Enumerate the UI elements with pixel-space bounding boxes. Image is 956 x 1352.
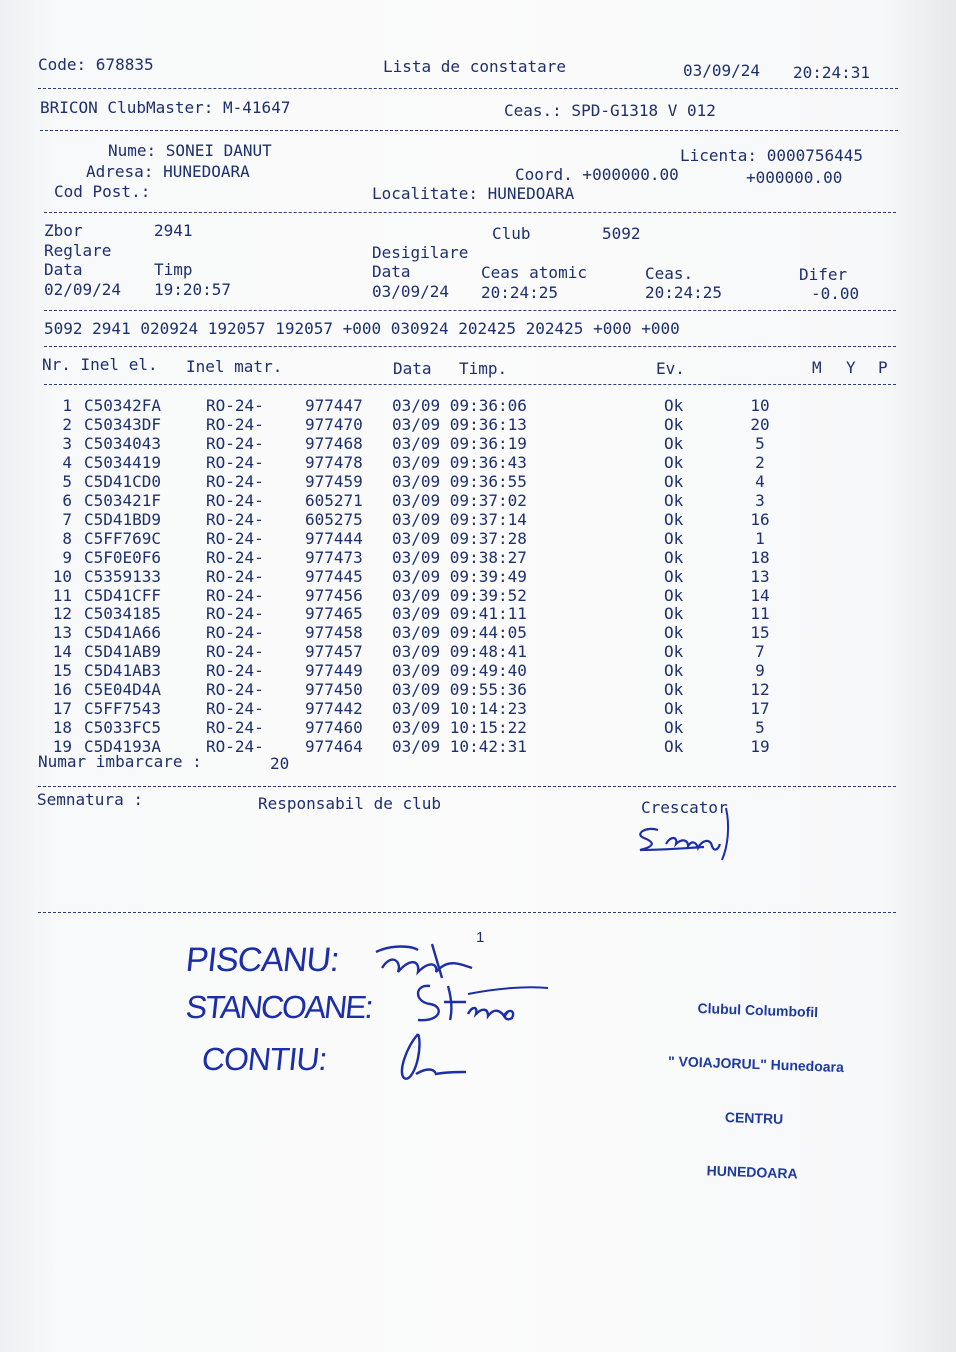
difference-label: Difer bbox=[799, 265, 848, 284]
ring-prefix: RO-24- bbox=[206, 547, 264, 567]
table-row bbox=[0, 491, 956, 510]
desigilare-date: 03/09/24 bbox=[372, 282, 450, 301]
position: 9 bbox=[755, 661, 765, 681]
ring-number: 977465 bbox=[305, 604, 363, 624]
table-row bbox=[0, 415, 956, 434]
column-header-y: Y bbox=[846, 358, 856, 377]
table-row bbox=[0, 642, 956, 661]
ring-prefix: RO-24- bbox=[206, 737, 264, 757]
club-label: Club bbox=[492, 224, 531, 243]
table-row bbox=[0, 396, 956, 415]
position: 18 bbox=[750, 547, 770, 567]
owner-address: Adresa: HUNEDOARA bbox=[86, 162, 250, 181]
table-row bbox=[0, 623, 956, 642]
signature-label: Semnatura : bbox=[37, 790, 143, 809]
column-header-matr: Inel matr. bbox=[186, 357, 283, 376]
arrival-datetime: 03/09 09:41:11 bbox=[392, 604, 527, 624]
event-status: Ok bbox=[664, 623, 684, 643]
row-number: 12 bbox=[52, 604, 72, 624]
ring-number: 977445 bbox=[305, 566, 363, 586]
ring-number: 977444 bbox=[305, 528, 363, 548]
arrival-datetime: 03/09 10:42:31 bbox=[392, 737, 527, 757]
ring-prefix: RO-24- bbox=[206, 566, 264, 586]
date-label: Data bbox=[372, 262, 411, 281]
electronic-ring: C5D4193A bbox=[84, 737, 162, 757]
divider bbox=[44, 212, 896, 213]
arrival-datetime: 03/09 09:36:06 bbox=[392, 396, 527, 415]
ring-prefix: RO-24- bbox=[206, 585, 264, 605]
electronic-ring: C5FF7543 bbox=[84, 699, 162, 719]
ring-number: 977450 bbox=[305, 680, 363, 700]
table-row bbox=[0, 604, 956, 623]
code-label: Code: 678835 bbox=[38, 55, 154, 74]
ring-number: 977442 bbox=[305, 699, 363, 719]
reglare-time: 19:20:57 bbox=[154, 280, 232, 299]
arrival-datetime: 03/09 09:39:49 bbox=[392, 566, 527, 586]
event-status: Ok bbox=[664, 661, 684, 681]
ring-number: 977470 bbox=[305, 414, 363, 434]
event-status: Ok bbox=[664, 737, 684, 757]
event-status: Ok bbox=[664, 414, 684, 434]
date-label: Data bbox=[44, 260, 83, 279]
column-header-m: M bbox=[812, 358, 822, 377]
divider bbox=[44, 310, 896, 311]
row-number: 8 bbox=[62, 528, 72, 548]
column-header-event: Ev. bbox=[656, 359, 685, 378]
stamp-line-3: CENTRU bbox=[724, 1108, 784, 1127]
club-number: 5092 bbox=[602, 224, 641, 243]
electronic-ring: C5D41CFF bbox=[84, 585, 162, 605]
electronic-ring: C5034185 bbox=[84, 604, 162, 624]
handwritten-name-2: STANCOANE: bbox=[184, 989, 374, 1025]
table-row bbox=[0, 548, 956, 567]
arrival-datetime: 03/09 10:15:22 bbox=[392, 718, 527, 738]
handwritten-name-1: PISCANU: bbox=[184, 941, 341, 979]
event-status: Ok bbox=[664, 396, 684, 415]
handwritten-name-3: CONTIU: bbox=[200, 1041, 329, 1077]
electronic-ring: C5D41A66 bbox=[84, 623, 162, 643]
divider bbox=[38, 786, 896, 787]
signature-3-icon bbox=[396, 1028, 476, 1088]
document-title: Lista de constatare bbox=[383, 57, 567, 76]
row-number: 2 bbox=[62, 414, 72, 434]
table-row bbox=[0, 510, 956, 529]
code-line: 5092 2941 020924 192057 192057 +000 030924 202425 202425 +000 +000 bbox=[44, 319, 680, 338]
electronic-ring: C5034043 bbox=[84, 433, 162, 453]
print-time: 20:24:31 bbox=[793, 63, 871, 82]
coordinates: Coord. +000000.00 bbox=[515, 165, 679, 184]
license-number: Licenta: 0000756445 bbox=[680, 146, 864, 165]
position: 13 bbox=[750, 566, 770, 586]
divider bbox=[44, 384, 896, 385]
row-number: 10 bbox=[52, 566, 72, 586]
ring-prefix: RO-24- bbox=[206, 642, 264, 662]
arrival-datetime: 03/09 09:37:28 bbox=[392, 528, 527, 548]
arrival-datetime: 03/09 09:36:19 bbox=[392, 433, 527, 453]
ring-number: 977460 bbox=[305, 718, 363, 738]
ring-number: 605275 bbox=[305, 509, 363, 529]
owner-name: Nume: SONEI DANUT bbox=[108, 141, 272, 160]
position: 5 bbox=[755, 433, 765, 453]
divider bbox=[38, 912, 896, 913]
row-number: 1 bbox=[62, 396, 72, 415]
table-row bbox=[0, 718, 956, 737]
row-number: 5 bbox=[62, 471, 72, 491]
electronic-ring: C5FF769C bbox=[84, 528, 162, 548]
ring-prefix: RO-24- bbox=[206, 680, 264, 700]
electronic-ring: C5F0E0F6 bbox=[84, 547, 162, 567]
arrival-datetime: 03/09 09:55:36 bbox=[392, 680, 527, 700]
event-status: Ok bbox=[664, 585, 684, 605]
arrival-datetime: 03/09 09:37:14 bbox=[392, 509, 527, 529]
row-number: 18 bbox=[52, 718, 72, 738]
clock-time: 20:24:25 bbox=[645, 283, 723, 302]
breeder-signature-icon bbox=[626, 800, 736, 870]
event-status: Ok bbox=[664, 547, 684, 567]
atomic-time: 20:24:25 bbox=[481, 283, 559, 302]
position: 17 bbox=[750, 699, 770, 719]
event-status: Ok bbox=[664, 433, 684, 453]
count-label: Numar imbarcare : bbox=[38, 752, 202, 771]
position: 14 bbox=[750, 585, 770, 605]
ring-number: 977447 bbox=[305, 396, 363, 415]
event-status: Ok bbox=[664, 718, 684, 738]
ring-number: 977458 bbox=[305, 623, 363, 643]
electronic-ring: C5033FC5 bbox=[84, 718, 162, 738]
ring-number: 977473 bbox=[305, 547, 363, 567]
ring-prefix: RO-24- bbox=[206, 471, 264, 491]
row-number: 7 bbox=[62, 509, 72, 529]
arrival-datetime: 03/09 09:44:05 bbox=[392, 623, 527, 643]
ring-prefix: RO-24- bbox=[206, 490, 264, 510]
ring-number: 977478 bbox=[305, 452, 363, 472]
event-status: Ok bbox=[664, 509, 684, 529]
row-number: 9 bbox=[62, 547, 72, 567]
table-row bbox=[0, 472, 956, 491]
event-status: Ok bbox=[664, 471, 684, 491]
position: 2 bbox=[755, 452, 765, 472]
stamp-line-1: Clubul Columbofil bbox=[697, 999, 819, 1021]
event-status: Ok bbox=[664, 566, 684, 586]
table-row bbox=[0, 453, 956, 472]
ring-prefix: RO-24- bbox=[206, 623, 264, 643]
position: 12 bbox=[750, 680, 770, 700]
postal-code: Cod Post.: bbox=[54, 182, 151, 201]
coordinates-second: +000000.00 bbox=[746, 168, 843, 187]
arrival-datetime: 03/09 09:48:41 bbox=[392, 642, 527, 662]
page-number: 1 bbox=[476, 929, 485, 946]
electronic-ring: C5034419 bbox=[84, 452, 162, 472]
stamp-line-4: HUNEDOARA bbox=[706, 1162, 798, 1182]
ring-prefix: RO-24- bbox=[206, 396, 264, 415]
position: 16 bbox=[750, 509, 770, 529]
row-number: 14 bbox=[52, 642, 72, 662]
locality: Localitate: HUNEDOARA bbox=[372, 184, 575, 203]
electronic-ring: C5D41BD9 bbox=[84, 509, 162, 529]
difference-value: -0.00 bbox=[811, 284, 860, 303]
arrival-datetime: 03/09 09:36:55 bbox=[392, 471, 527, 491]
position: 5 bbox=[755, 718, 765, 738]
position: 15 bbox=[750, 623, 770, 643]
position: 10 bbox=[750, 396, 770, 415]
ring-number: 977464 bbox=[305, 737, 363, 757]
desigilare-label: Desigilare bbox=[372, 243, 469, 262]
clock-label: Ceas.: SPD-G1318 V 012 bbox=[504, 101, 716, 120]
event-status: Ok bbox=[664, 528, 684, 548]
electronic-ring: C5E04D4A bbox=[84, 680, 162, 700]
table-row bbox=[0, 529, 956, 548]
atomic-clock-label: Ceas atomic bbox=[481, 263, 587, 282]
table-row bbox=[0, 434, 956, 453]
time-label: Timp bbox=[154, 260, 193, 279]
event-status: Ok bbox=[664, 642, 684, 662]
event-status: Ok bbox=[664, 490, 684, 510]
breeder-label: Crescator bbox=[641, 798, 728, 817]
row-number: 15 bbox=[52, 661, 72, 681]
club-responsible-label: Responsabil de club bbox=[258, 794, 442, 813]
electronic-ring: C5359133 bbox=[84, 566, 162, 586]
ring-prefix: RO-24- bbox=[206, 699, 264, 719]
electronic-ring: C50342FA bbox=[84, 396, 162, 415]
position: 7 bbox=[755, 642, 765, 662]
reglare-date: 02/09/24 bbox=[44, 280, 122, 299]
device-label: BRICON ClubMaster: M-41647 bbox=[40, 98, 291, 117]
table-row bbox=[0, 567, 956, 586]
ring-prefix: RO-24- bbox=[206, 661, 264, 681]
table-row bbox=[0, 661, 956, 680]
signature-2-icon bbox=[408, 976, 558, 1036]
row-number: 19 bbox=[52, 737, 72, 757]
ring-prefix: RO-24- bbox=[206, 433, 264, 453]
arrival-datetime: 03/09 09:38:27 bbox=[392, 547, 527, 567]
table-row bbox=[0, 680, 956, 699]
electronic-ring: C5D41CD0 bbox=[84, 471, 162, 491]
stamp-line-2: " VOIAJORUL" Hunedoara bbox=[667, 1052, 845, 1076]
ring-prefix: RO-24- bbox=[206, 452, 264, 472]
ring-prefix: RO-24- bbox=[206, 604, 264, 624]
position: 3 bbox=[755, 490, 765, 510]
divider bbox=[38, 88, 898, 89]
divider bbox=[44, 346, 896, 347]
arrival-datetime: 03/09 09:49:40 bbox=[392, 661, 527, 681]
position: 11 bbox=[750, 604, 770, 624]
column-header-date: Data bbox=[393, 359, 432, 378]
electronic-ring: C5D41AB3 bbox=[84, 661, 162, 681]
club-stamp bbox=[646, 961, 865, 1220]
ring-prefix: RO-24- bbox=[206, 528, 264, 548]
column-header-time: Timp. bbox=[459, 359, 508, 378]
ring-number: 977456 bbox=[305, 585, 363, 605]
event-status: Ok bbox=[664, 604, 684, 624]
table-row bbox=[0, 699, 956, 718]
ring-prefix: RO-24- bbox=[206, 718, 264, 738]
ring-number: 977449 bbox=[305, 661, 363, 681]
row-number: 3 bbox=[62, 433, 72, 453]
table-row bbox=[0, 586, 956, 605]
row-number: 6 bbox=[62, 490, 72, 510]
divider bbox=[40, 130, 898, 131]
ring-number: 605271 bbox=[305, 490, 363, 510]
event-status: Ok bbox=[664, 680, 684, 700]
arrival-datetime: 03/09 10:14:23 bbox=[392, 699, 527, 719]
column-header-ring: Nr. Inel el. bbox=[42, 355, 158, 374]
print-date: 03/09/24 bbox=[683, 61, 761, 80]
row-number: 13 bbox=[52, 623, 72, 643]
position: 1 bbox=[755, 528, 765, 548]
electronic-ring: C5D41AB9 bbox=[84, 642, 162, 662]
flight-label: Zbor bbox=[44, 221, 83, 240]
arrival-datetime: 03/09 09:36:13 bbox=[392, 414, 527, 434]
row-number: 11 bbox=[52, 585, 72, 605]
row-number: 16 bbox=[52, 680, 72, 700]
event-status: Ok bbox=[664, 699, 684, 719]
ring-number: 977459 bbox=[305, 471, 363, 491]
row-number: 17 bbox=[52, 699, 72, 719]
arrival-datetime: 03/09 09:39:52 bbox=[392, 585, 527, 605]
electronic-ring: C503421F bbox=[84, 490, 162, 510]
count-value: 20 bbox=[270, 754, 290, 773]
reglare-label: Reglare bbox=[44, 241, 112, 260]
ring-prefix: RO-24- bbox=[206, 414, 264, 434]
flight-number: 2941 bbox=[154, 221, 193, 240]
ring-prefix: RO-24- bbox=[206, 509, 264, 529]
clock-label: Ceas. bbox=[645, 264, 694, 283]
position: 4 bbox=[755, 471, 765, 491]
event-status: Ok bbox=[664, 452, 684, 472]
arrival-datetime: 03/09 09:37:02 bbox=[392, 490, 527, 510]
ring-number: 977468 bbox=[305, 433, 363, 453]
position: 19 bbox=[750, 737, 770, 757]
ring-number: 977457 bbox=[305, 642, 363, 662]
column-header-p: P bbox=[878, 358, 888, 377]
arrival-datetime: 03/09 09:36:43 bbox=[392, 452, 527, 472]
position: 20 bbox=[750, 414, 770, 434]
row-number: 4 bbox=[62, 452, 72, 472]
electronic-ring: C50343DF bbox=[84, 414, 162, 434]
